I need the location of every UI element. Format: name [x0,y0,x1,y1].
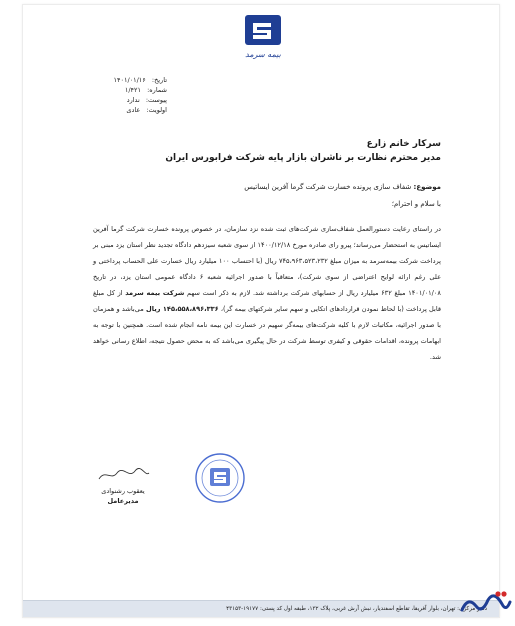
share-amount-bold: ۱۴۵،۵۵۸،۸۹۶،۳۳۶ ریال [146,305,219,313]
subject-text: شفاف سازی پرونده خسارت شرکت گرما آفرین ایساتیس [244,183,412,191]
signatory-name: یعقوب رشنوادی [101,487,145,495]
meta-date: تاریخ: ۱۴۰۱/۰۱/۱۶ [113,76,167,84]
letter-footer: دفتر مرکزی: تهران، بلوار آفریقا، تقاطع اسفندیار، نبش آرش غربی، پلاک ۱۳۲، طبقه اول کد پستی: ۱۹۱۷۷-۴۳۱۵۳ [23,600,499,617]
stamp-icon [193,451,247,505]
letter-page [22,4,500,618]
company-name-bold: شرکت بیمه سرمد [125,289,185,297]
signature-scribble-icon [93,467,153,483]
meta-number: شماره: ۱/۴۲۱ [124,86,167,94]
meta-priority: اولویت: عادی [126,106,167,114]
logo-mark-icon [231,13,295,49]
watermark-icon [458,586,514,620]
recipient-block [165,137,441,165]
subject-label: موضوع: [413,183,441,191]
company-logo [231,13,295,63]
letter-body [93,221,441,365]
body-paragraph: در راستای رعایت دستورالعمل شفاف‌سازی شرکت‌های ثبت شده نزد سازمان، در خصوص پرونده خسارت شرکت گرما آفرین ایساتیس به استحضار می‌رساند؛ پیرو رای صادره مورخ ۱۴۰۰/۱۲/۱۸ از سوی شعبه سیزدهم دادگاه تجدید نظر استان یزد مبنی بر پرداخت شرکت بیمه‌سرمد به میزان مبلغ ۷۴۵،۹۶۳،۵۲۳،۲۳۲ ریال (با احتساب ۱۰۰ میلیارد ریال خسارت علی الحساب پرداختی و علی رغم ارائه لوایح اعتراضی از سوی شرکت)، متعاقباً با صدور اجرائیه شعبه ۶ دادگاه عمومی استان یزد، در تاریخ ۱۴۰۱/۰۱/۰۸ مبلغ ۶۳۲ میلیارد ریال از حسابهای شرکت برداشته شد. لازم به ذکر است سهم شرکت بیمه سرمد از کل مبلغ قابل پرداخت (با لحاظ نمودن قراردادهای اتکایی و سهم سایر شرکتهای بیمه گر)، ۱۴۵،۵۵۸،۸۹۶،۳۳۶ ریال می‌باشد و همزمان با صدور اجرائیه، مکاتبات لازم با کلیه شرکت‌های بیمه‌گر سهیم در خسارت این بیمه نامه انجام شده است. همچنین با توجه به ابهامات پرونده، اقدامات حقوقی و کیفری توسط شرکت در حال پیگیری می‌باشد که به محض حصول نتیجه، اطلاع رسانی خواهد شد. [93,225,441,361]
signatory-title: مدیرعامل [107,497,139,505]
letter-meta [87,75,167,115]
recipient-salutation: سرکار خانم زارع [366,139,441,149]
logo-caption: بیمه سرمد [245,50,281,59]
meta-attachment: پیوست: ندارد [126,96,167,104]
site-watermark-logo [458,586,514,620]
recipient-title: مدیر محترم نظارت بر ناشران بازار پایه شرکت فرابورس ایران [165,153,441,163]
subject-line [244,183,441,191]
greeting: با سلام و احترام؛ [391,200,441,208]
company-stamp [193,451,247,505]
signature-block [93,467,153,506]
